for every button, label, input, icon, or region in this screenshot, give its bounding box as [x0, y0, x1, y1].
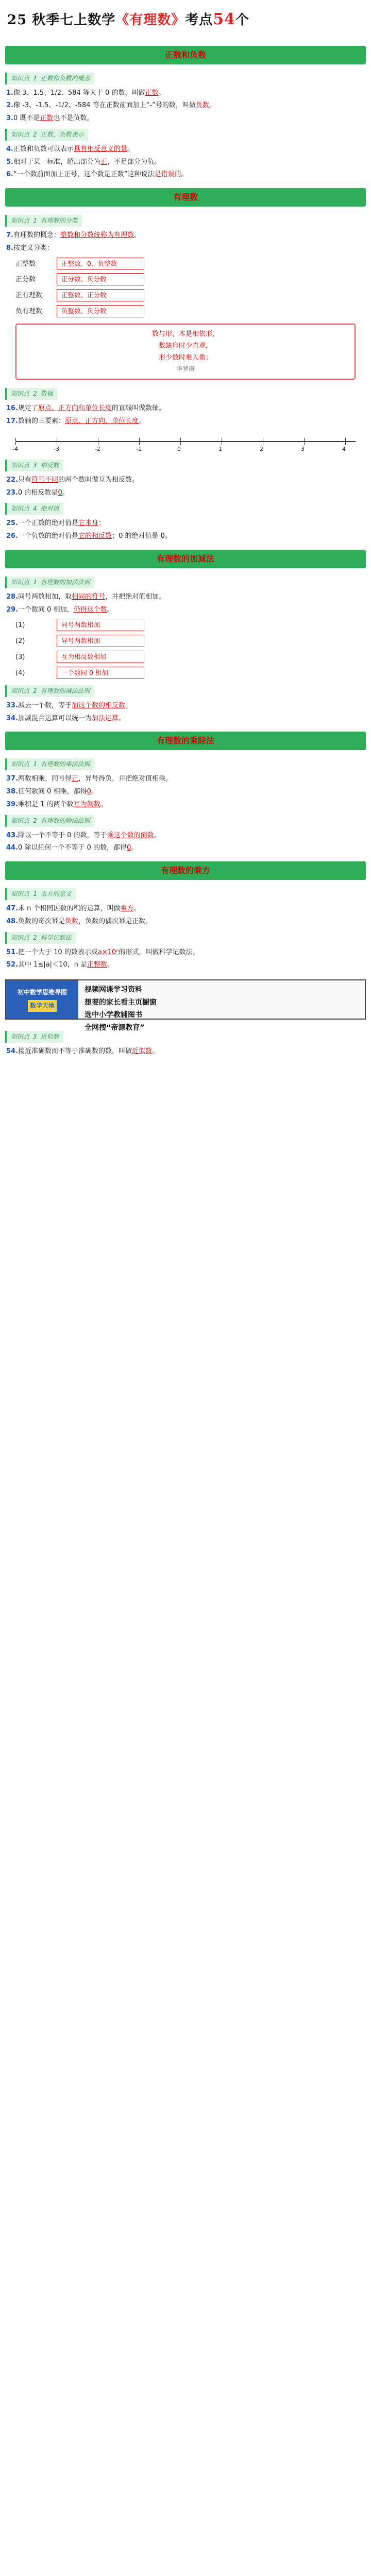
item-text-end: 。: [91, 788, 98, 795]
item-text: 任何数同 0 相乘，都得: [18, 788, 87, 795]
item-text-end: 。: [134, 231, 141, 239]
item-number: 6.: [6, 171, 13, 179]
list-item: [5, 959, 366, 971]
list-item: [5, 144, 366, 156]
list-item: [5, 786, 366, 798]
list-item: [5, 113, 366, 125]
box-key: 负有理数: [15, 308, 43, 316]
item-text: 一个负数的绝对值是: [18, 532, 79, 540]
item-text-end: 的形式，叫做科学记数法。: [119, 948, 199, 956]
list-item: [5, 230, 366, 242]
number-line-label: -3: [54, 445, 59, 452]
item-answer: 乘方: [120, 905, 134, 912]
banner-line: 选中小学教辅图书: [85, 1011, 142, 1019]
quote-line: 数与形，本是相依形，: [151, 330, 219, 338]
item-answer: 0: [58, 488, 62, 497]
box-row: [15, 288, 366, 302]
box-row: [15, 666, 366, 680]
item-text-end: ，异号得负，并把绝对值相乘。: [78, 775, 173, 783]
list-item: [5, 403, 366, 415]
box-key: 正有理数: [15, 292, 43, 300]
item-text-end: 。: [107, 961, 114, 969]
list-item: [5, 157, 366, 168]
item-answer: 正整数: [87, 961, 107, 969]
item-answer: 仍得这个数: [73, 605, 107, 614]
list-item: [5, 416, 366, 428]
box-key: 正整数: [15, 260, 36, 268]
addition-rule-boxes: [15, 618, 366, 680]
box-row: [15, 634, 366, 648]
item-text: 接近准确数而不等于准确数的数，叫做: [18, 1047, 132, 1055]
item-text-end: ，负数的偶次幂是正数。: [78, 917, 153, 925]
banner-line: 想要的家长看主页橱窗: [85, 998, 157, 1007]
item-number: 38.: [6, 788, 19, 795]
box-row: [15, 257, 366, 271]
number-line-label: 3: [301, 445, 305, 452]
page-title: 25 秋季七上数学《有理数》考点54个: [7, 10, 250, 28]
list-item: [5, 604, 366, 616]
item-number: 8.: [6, 244, 13, 252]
item-list: [5, 773, 366, 810]
section-bar-powers: 有理数的乘方: [5, 861, 366, 880]
item-text: 求 n 个相同因数的积的运算，叫做: [18, 905, 121, 912]
list-item: [5, 518, 366, 530]
item-text-end: 。: [125, 701, 132, 709]
quote-line: 数缺形时少直观，: [158, 342, 212, 350]
item-number: 7.: [6, 231, 13, 239]
item-answer: 是错误的: [154, 171, 181, 179]
item-answer: 0: [87, 788, 91, 795]
number-line-label: -4: [12, 445, 18, 452]
item-answer: 具有相反意义的量: [74, 145, 128, 153]
item-list: [5, 1046, 366, 1058]
knowledge-point-tag: 知识点 3 近似数: [5, 1031, 63, 1043]
item-answer: 加这个数的相反数: [72, 701, 126, 709]
knowledge-point-tag: 知识点 1 有理数的加法法则: [5, 577, 94, 588]
item-text-end: 。: [119, 714, 126, 722]
section-bar-addition-subtraction: 有理数的加减法: [5, 550, 366, 568]
item-number: 2.: [6, 101, 13, 110]
item-text: 除以一个不等于 0 的数，等于: [18, 831, 107, 839]
item-text-end: 。: [127, 145, 134, 153]
quote-box: [15, 324, 356, 380]
item-number: 3.: [6, 114, 13, 122]
box-key: (2): [15, 637, 25, 646]
list-item: [5, 916, 366, 928]
item-list: [5, 230, 366, 255]
item-number: 17.: [6, 417, 19, 425]
number-line-label: 2: [260, 445, 263, 452]
item-number: 37.: [6, 775, 19, 783]
item-answer: 符号不同: [31, 476, 59, 484]
item-text-end: 。: [152, 1047, 159, 1055]
item-number: 51.: [6, 948, 19, 956]
box-value: 异号两数相加: [57, 635, 144, 647]
box-value: 正整数、0、负整数: [57, 258, 144, 270]
item-number: 26.: [6, 532, 19, 540]
item-list: [5, 947, 366, 972]
box-value: 正分数、负分数: [57, 273, 144, 285]
item-text: 加减混合运算可以统一为: [18, 714, 92, 722]
item-number: 4.: [6, 145, 13, 153]
item-text-end: 。: [181, 171, 188, 179]
item-answer: 正: [72, 775, 79, 783]
list-item: [5, 1046, 366, 1058]
knowledge-point-tag: 知识点 1 正数和负数的概念: [5, 73, 94, 84]
list-item: [5, 169, 366, 181]
item-text-end: 。: [154, 831, 161, 839]
box-value: 互为相反数相加: [57, 651, 144, 663]
item-text: 有理数的概念：: [13, 231, 60, 239]
box-value: 一个数同 0 相加: [57, 667, 144, 679]
item-text: 像 -3、-1.5、-1/2、-584 等在正数前面加上“-”号的数，叫做: [13, 101, 196, 110]
box-value: 同号两数相加: [57, 619, 144, 631]
item-text: 一个正数的绝对值是: [18, 519, 79, 528]
list-item: [5, 773, 366, 785]
item-number: 54.: [6, 1047, 19, 1055]
item-number: 23.: [6, 488, 19, 497]
item-answer: 0: [126, 844, 131, 852]
banner-line: 全网搜“帝源教育”: [85, 1023, 145, 1032]
item-text: 数轴的三要素：: [18, 417, 65, 425]
item-answer: 负数: [65, 917, 79, 925]
item-number: 33.: [6, 701, 19, 709]
item-answer: 加法运算: [92, 714, 119, 722]
item-text-end: 。: [100, 800, 107, 808]
item-list: [5, 700, 366, 725]
item-answer: 正: [100, 158, 108, 166]
item-text: 其中 1≤|a|＜10，n 是: [18, 961, 87, 969]
item-list: [5, 474, 366, 499]
list-item: [5, 713, 366, 725]
promo-banner[interactable]: [5, 979, 366, 1032]
item-list: [5, 403, 366, 428]
item-text-end: 的两个数叫做互为相反数。: [58, 476, 139, 484]
item-number: 34.: [6, 714, 19, 722]
item-number: 39.: [6, 800, 19, 808]
document-page: [0, 0, 371, 1073]
item-number: 52.: [6, 961, 19, 969]
item-list: [5, 518, 366, 543]
knowledge-point-tag: 知识点 3 相反数: [5, 460, 63, 471]
knowledge-point-tag: 知识点 2 有理数的除法法则: [5, 815, 94, 827]
item-answer: 正数: [145, 89, 159, 97]
box-key: (3): [15, 653, 25, 661]
number-line-label: 1: [218, 445, 222, 452]
number-line-label: -1: [136, 445, 142, 452]
banner-line: 视频网课学习资料: [85, 986, 142, 994]
item-text-end: ；0 的绝对值是 0。: [112, 532, 172, 540]
item-text: 按定义分类：: [13, 244, 54, 252]
number-line-label: 4: [342, 445, 346, 452]
box-row: [15, 272, 366, 286]
item-number: 43.: [6, 831, 19, 839]
item-text-end: ，并把绝对值相加。: [105, 592, 166, 601]
item-answer: 原点、正方向、单位长度: [65, 417, 139, 425]
banner-book-cover: 初中数学思维导图 数学天地: [6, 980, 78, 1019]
item-text: 正数和负数可以表示: [13, 145, 74, 153]
item-text-end: ，不足部分为负。: [107, 158, 161, 166]
number-line-axis: [15, 441, 356, 442]
item-text-end: 。: [133, 905, 141, 912]
list-item: [5, 243, 366, 255]
number-line-label: -2: [95, 445, 100, 452]
item-list: [5, 88, 366, 125]
box-key: 正分数: [15, 276, 36, 284]
quote-author: 华罗庚: [176, 365, 195, 373]
box-row: [15, 650, 366, 664]
box-value: 负整数、负分数: [57, 305, 144, 317]
item-number: 5.: [6, 158, 13, 166]
knowledge-point-tag: 知识点 1 有理数的乘法法则: [5, 758, 94, 770]
list-item: [5, 700, 366, 712]
list-item: [5, 88, 366, 99]
item-text-end: ；: [98, 519, 106, 528]
knowledge-point-tag: 知识点 2 有理数的减法法则: [5, 685, 94, 697]
quote-line: 形少数时难入微；: [158, 353, 212, 362]
item-answer: 原点、正方向和单位长度: [38, 404, 112, 413]
item-answer: 整数和分数统称为有理数: [60, 231, 134, 239]
item-number: 16.: [6, 404, 19, 413]
item-number: 22.: [6, 476, 19, 484]
item-text: 减去一个数，等于: [18, 701, 72, 709]
banner-text: [78, 980, 365, 1032]
item-text: 规定了: [18, 404, 39, 413]
item-text: 0 既不是: [13, 114, 40, 122]
box-value: 正整数、正分数: [57, 289, 144, 301]
list-item: [5, 487, 366, 499]
item-text: 像 3、1.5、1/2、584 等大于 0 的数，叫做: [13, 89, 145, 97]
item-list: [5, 903, 366, 928]
item-text-end: 。: [131, 844, 138, 852]
item-text-end: 也不是负数。: [53, 114, 94, 122]
item-list: [5, 144, 366, 181]
item-text: 把一个大于 10 的数表示成: [18, 948, 98, 956]
item-text: 两数相乘，同号得: [18, 775, 72, 783]
item-answer: 正数: [40, 114, 54, 122]
item-answer: 它本身: [78, 519, 99, 528]
box-row: [15, 304, 366, 318]
item-number: 29.: [6, 605, 19, 614]
item-text-end: 。: [107, 605, 114, 614]
list-item: [5, 842, 366, 854]
item-text: 负数的奇次幂是: [18, 917, 65, 925]
section-bar-positive-negative: 正数和负数: [5, 46, 366, 64]
item-text: 乘积是 1 的两个数: [18, 800, 74, 808]
number-line: [12, 432, 356, 452]
list-item: [5, 903, 366, 915]
item-text: 同号两数相加，取: [18, 592, 72, 601]
item-text: 只有: [18, 476, 32, 484]
item-text: 0 的相反数是: [18, 488, 58, 497]
knowledge-point-tag: 知识点 1 有理数的分类: [5, 215, 82, 227]
list-item: [5, 799, 366, 811]
item-answer: 负数: [195, 101, 209, 110]
item-text: 0 除以任何一个不等于 0 的数，都得: [18, 844, 127, 852]
item-text: “一个数前面加上正号，这个数是正数”这种说法: [13, 171, 155, 179]
box-row: [15, 618, 366, 632]
item-text-end: 。: [209, 101, 216, 110]
list-item: [5, 830, 366, 842]
knowledge-point-tag: 知识点 1 乘方的意义: [5, 888, 76, 900]
number-line-label: 0: [177, 445, 181, 452]
item-text-end: 。: [139, 417, 146, 425]
item-text: 一个数同 0 相加，: [18, 605, 74, 614]
knowledge-point-tag: 知识点 4 绝对值: [5, 503, 63, 515]
item-text-end: 。: [158, 89, 165, 97]
item-text-end: 。: [62, 488, 69, 497]
item-text: 相对于某一标准，超出部分为: [13, 158, 100, 166]
box-key: (4): [15, 669, 25, 677]
item-answer: 乘这个数的倒数: [107, 831, 154, 839]
item-list: [5, 591, 366, 616]
knowledge-point-tag: 知识点 2 正数、负数表示: [5, 129, 88, 141]
knowledge-point-tag: 知识点 2 科学记数法: [5, 932, 76, 944]
list-item: [5, 591, 366, 603]
item-answer: 相同的符号: [72, 592, 106, 601]
item-number: 28.: [6, 592, 19, 601]
item-answer: 近似数: [132, 1047, 153, 1055]
item-number: 47.: [6, 905, 19, 912]
item-answer: 它的相反数: [78, 532, 112, 540]
knowledge-point-tag: 知识点 2 数轴: [5, 388, 57, 400]
item-number: 48.: [6, 917, 19, 925]
item-list: [5, 830, 366, 855]
list-item: [5, 947, 366, 959]
item-text-end: 的直线叫做数轴。: [112, 404, 166, 413]
list-item: [5, 100, 366, 112]
item-number: 1.: [6, 89, 13, 97]
item-answer: a×10ⁿ: [97, 948, 119, 956]
list-item: [5, 531, 366, 543]
list-item: [5, 474, 366, 486]
box-key: (1): [15, 621, 25, 630]
item-answer: 互为倒数: [73, 800, 100, 808]
section-bar-multiplication-division: 有理数的乘除法: [5, 732, 366, 750]
classification-boxes: [15, 257, 366, 319]
item-number: 25.: [6, 519, 19, 528]
item-number: 44.: [6, 844, 19, 852]
section-bar-rational-numbers: 有理数: [5, 188, 366, 207]
